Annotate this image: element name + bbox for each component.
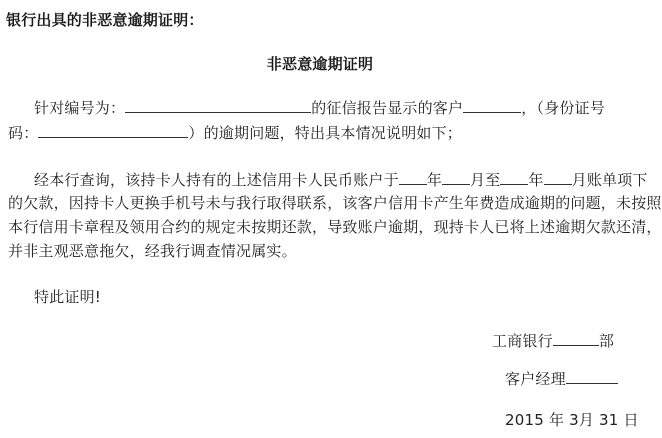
certificate-title: 非恶意逾期证明 (266, 55, 374, 73)
document-heading: 银行出具的非恶意逾期证明： (6, 11, 204, 29)
para1-text-c: ，（身份证号 (521, 99, 605, 117)
start-year-blank (399, 169, 427, 185)
closing-statement: 特此证明! (34, 288, 102, 306)
month-label-1: 月至 (470, 171, 501, 189)
start-month-blank (442, 169, 470, 185)
para2-line2: 的欠款，因持卡人更换手机号未与我行取得联系，该客户信用卡产生年费造成逾期的问题，未按照 (8, 194, 662, 212)
end-month-blank (544, 169, 572, 185)
para1-line1 (34, 97, 605, 118)
manager-label: 客户经理 (505, 370, 566, 388)
para1-text-d: 码： (8, 124, 39, 142)
customer-name-blank (463, 97, 521, 113)
para2-text-a: 经本行查询，该持卡人持有的上述信用卡人民币账户于 (34, 171, 399, 189)
end-year-blank (500, 169, 528, 185)
bank-name: 工商银行 (492, 332, 553, 350)
branch-blank (553, 330, 599, 346)
para1-text-b: 的征信报告显示的客户 (311, 99, 464, 117)
year-label-1: 年 (426, 171, 443, 189)
para2-line4: 并非主观恶意拖欠，经我行调查情况属实。 (8, 242, 297, 260)
manager-signature (505, 368, 618, 389)
para1-line2 (8, 122, 462, 143)
para2-line3: 本行信用卡章程及领用合约的规定未按期还款，导致账户逾期，现持卡人已将上述逾期欠款还清， (8, 218, 662, 236)
year-label-2: 年 (528, 171, 544, 189)
report-number-blank (125, 97, 311, 113)
id-number-blank (38, 122, 188, 138)
para2-line1 (34, 169, 648, 190)
bank-signature (492, 330, 614, 351)
issue-date: 2015 年 3月 31 日 (505, 411, 639, 429)
month-label-2: 月账单项下 (571, 171, 648, 189)
manager-name-blank (566, 368, 618, 384)
branch-suffix: 部 (598, 332, 615, 350)
para1-text-e: ）的逾期问题，特出具本情况说明如下； (188, 124, 463, 142)
para1-text-a: 针对编号为： (34, 99, 126, 117)
